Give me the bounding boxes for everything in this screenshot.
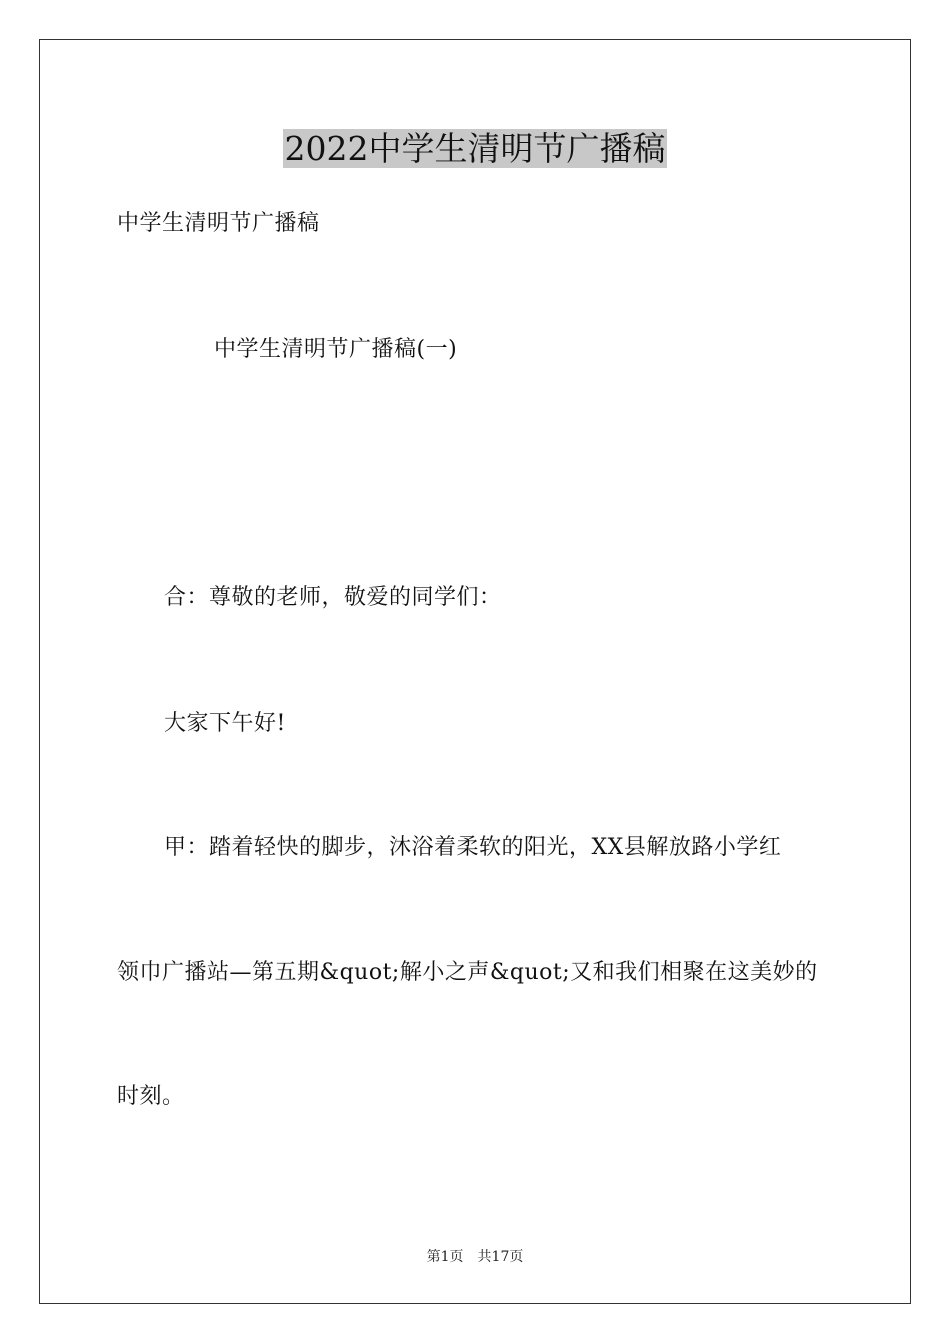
page-number-current: 第1页 [426,1249,464,1265]
page-number-total: 共17页 [477,1249,524,1265]
section-heading: 中学生清明节广播稿(一) [214,337,458,362]
document-subtitle: 中学生清明节广播稿 [117,211,320,236]
paragraph-hello: 大家下午好! [164,711,286,736]
document-title-text: 2022中学生清明节广播稿 [284,129,666,168]
paragraph-greeting: 合：尊敬的老师，敬爱的同学们： [164,585,502,610]
paragraph-line-1: 甲：踏着轻快的脚步，沐浴着柔软的阳光，XX县解放路小学红 [164,835,782,860]
page-footer [0,1248,950,1266]
paragraph-line-3: 时刻。 [117,1084,185,1109]
paragraph-line-2: 领巾广播站—第五期&quot;解小之声&quot;又和我们相聚在这美妙的 [117,960,818,985]
document-title [0,127,950,171]
